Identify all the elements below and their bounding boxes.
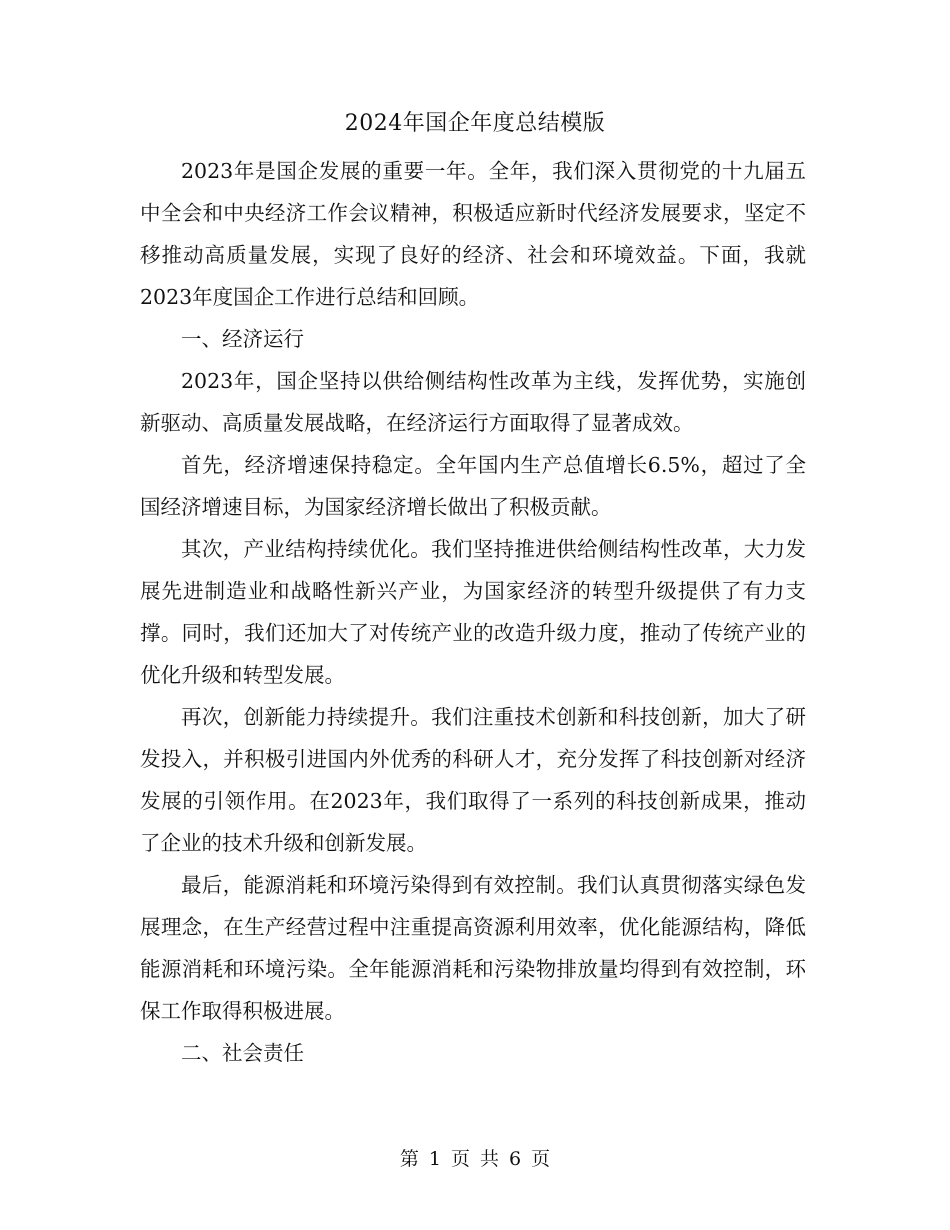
paragraph-intro: 2023年是国企发展的重要一年。全年，我们深入贯彻党的十九届五中全会和中央经济工作会议精神，积极适应新时代经济发展要求，坚定不移推动高质量发展，实现了良好的经济、社会和环境效益。下面，我就2023年度国企工作进行总结和回顾。 xyxy=(140,159,806,309)
paragraph-energy-environment: 最后，能源消耗和环境污染得到有效控制。我们认真贯彻落实绿色发展理念，在生产经营过程中注重提高资源利用效率，优化能源结构，降低能源消耗和环境污染。全年能源消耗和污染物排放量均得到有效控制，环保工作取得积极进展。 xyxy=(140,873,806,1023)
document-title: 2024年国企年度总结模版 xyxy=(344,111,606,136)
paragraph-economy-overview: 2023年，国企坚持以供给侧结构性改革为主线，发挥优势，实施创新驱动、高质量发展战略，在经济运行方面取得了显著成效。 xyxy=(140,369,806,435)
section-heading-economy: 一、经济运行 xyxy=(181,327,304,351)
paragraph-industry-structure: 其次，产业结构持续优化。我们坚持推进供给侧结构性改革，大力发展先进制造业和战略性新兴产业，为国家经济的转型升级提供了有力支撑。同时，我们还加大了对传统产业的改造升级力度，推动了传统产业的优化升级和转型发展。 xyxy=(140,537,806,687)
paragraph-innovation: 再次，创新能力持续提升。我们注重技术创新和科技创新，加大了研发投入，并积极引进国内外优秀的科研人才，充分发挥了科技创新对经济发展的引领作用。在2023年，我们取得了一系列的科技创新成果，推动了企业的技术升级和创新发展。 xyxy=(140,705,806,855)
page-footer: 第 1 页 共 6 页 xyxy=(399,1148,551,1170)
section-heading-social-responsibility: 二、社会责任 xyxy=(181,1041,304,1065)
document-body xyxy=(140,150,806,1074)
paragraph-growth: 首先，经济增速保持稳定。全年国内生产总值增长6.5%，超过了全国经济增速目标，为国家经济增长做出了积极贡献。 xyxy=(140,453,806,519)
